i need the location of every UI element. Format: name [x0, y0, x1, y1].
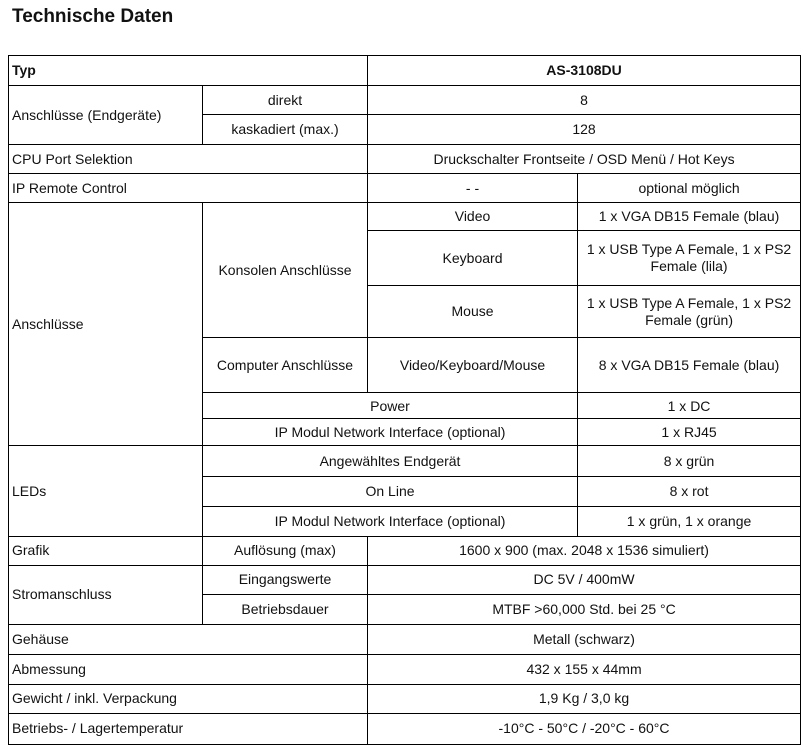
grafik-label: Grafik	[9, 536, 203, 565]
mouse-value: 1 x USB Type A Female, 1 x PS2 Female (grün)	[578, 286, 801, 338]
gewicht-label: Gewicht / inkl. Verpackung	[9, 684, 368, 713]
table-row-eingang	[9, 565, 801, 594]
anschluesse-endgeraete-label: Anschlüsse (Endgeräte)	[9, 86, 203, 145]
video-value: 1 x VGA DB15 Female (blau)	[578, 203, 801, 231]
spec-table	[8, 55, 801, 745]
keyboard-label: Keyboard	[368, 231, 578, 286]
table-row-grafik	[9, 536, 801, 565]
gehaeuse-value: Metall (schwarz)	[368, 624, 801, 654]
leds-label: LEDs	[9, 446, 203, 536]
temperatur-label: Betriebs- / Lagertemperatur	[9, 713, 368, 744]
ip-remote-value-a: - -	[368, 174, 578, 203]
betrieb-value: MTBF >60,000 Std. bei 25 °C	[368, 594, 801, 624]
cpu-port-label: CPU Port Selektion	[9, 145, 368, 174]
keyboard-value: 1 x USB Type A Female, 1 x PS2 Female (lila)	[578, 231, 801, 286]
gewicht-value: 1,9 Kg / 3,0 kg	[368, 684, 801, 713]
table-row-video	[9, 203, 801, 231]
vkm-value: 8 x VGA DB15 Female (blau)	[578, 338, 801, 393]
vkm-label: Video/Keyboard/Mouse	[368, 338, 578, 393]
table-row-cpu-port	[9, 145, 801, 174]
led-endgeraet-value: 8 x grün	[578, 446, 801, 476]
ip-modul-value: 1 x RJ45	[578, 419, 801, 446]
table-row-temperatur	[9, 713, 801, 744]
direkt-label: direkt	[203, 86, 368, 115]
grafik-sub-label: Auflösung (max)	[203, 536, 368, 565]
kaskadiert-value: 128	[368, 115, 801, 145]
led-online-label: On Line	[203, 476, 578, 506]
led-ip-modul-label: IP Modul Network Interface (optional)	[203, 506, 578, 536]
table-row-direkt	[9, 86, 801, 115]
table-row-ip-remote	[9, 174, 801, 203]
anschluesse-label: Anschlüsse	[9, 203, 203, 446]
ip-modul-label: IP Modul Network Interface (optional)	[203, 419, 578, 446]
kaskadiert-label: kaskadiert (max.)	[203, 115, 368, 145]
konsolen-label: Konsolen Anschlüsse	[203, 203, 368, 338]
header-model: AS-3108DU	[368, 56, 801, 86]
power-label: Power	[203, 393, 578, 419]
table-row-led-endgeraet	[9, 446, 801, 476]
direkt-value: 8	[368, 86, 801, 115]
table-row-abmessung	[9, 654, 801, 684]
betrieb-label: Betriebsdauer	[203, 594, 368, 624]
abmessung-value: 432 x 155 x 44mm	[368, 654, 801, 684]
gehaeuse-label: Gehäuse	[9, 624, 368, 654]
temperatur-value: -10°C - 50°C / -20°C - 60°C	[368, 713, 801, 744]
table-row-gewicht	[9, 684, 801, 713]
led-ip-modul-value: 1 x grün, 1 x orange	[578, 506, 801, 536]
power-value: 1 x DC	[578, 393, 801, 419]
header-label: Typ	[9, 56, 368, 86]
table-row-gehaeuse	[9, 624, 801, 654]
ip-remote-value-b: optional möglich	[578, 174, 801, 203]
grafik-value: 1600 x 900 (max. 2048 x 1536 simuliert)	[368, 536, 801, 565]
cpu-port-value: Druckschalter Frontseite / OSD Menü / Hot Keys	[368, 145, 801, 174]
eingang-value: DC 5V / 400mW	[368, 565, 801, 594]
led-online-value: 8 x rot	[578, 476, 801, 506]
eingang-label: Eingangswerte	[203, 565, 368, 594]
ip-remote-label: IP Remote Control	[9, 174, 368, 203]
strom-label: Stromanschluss	[9, 565, 203, 624]
page-title: Technische Daten	[12, 6, 174, 27]
computer-label: Computer Anschlüsse	[203, 338, 368, 393]
mouse-label: Mouse	[368, 286, 578, 338]
abmessung-label: Abmessung	[9, 654, 368, 684]
table-row-header	[9, 56, 801, 86]
led-endgeraet-label: Angewähltes Endgerät	[203, 446, 578, 476]
video-label: Video	[368, 203, 578, 231]
